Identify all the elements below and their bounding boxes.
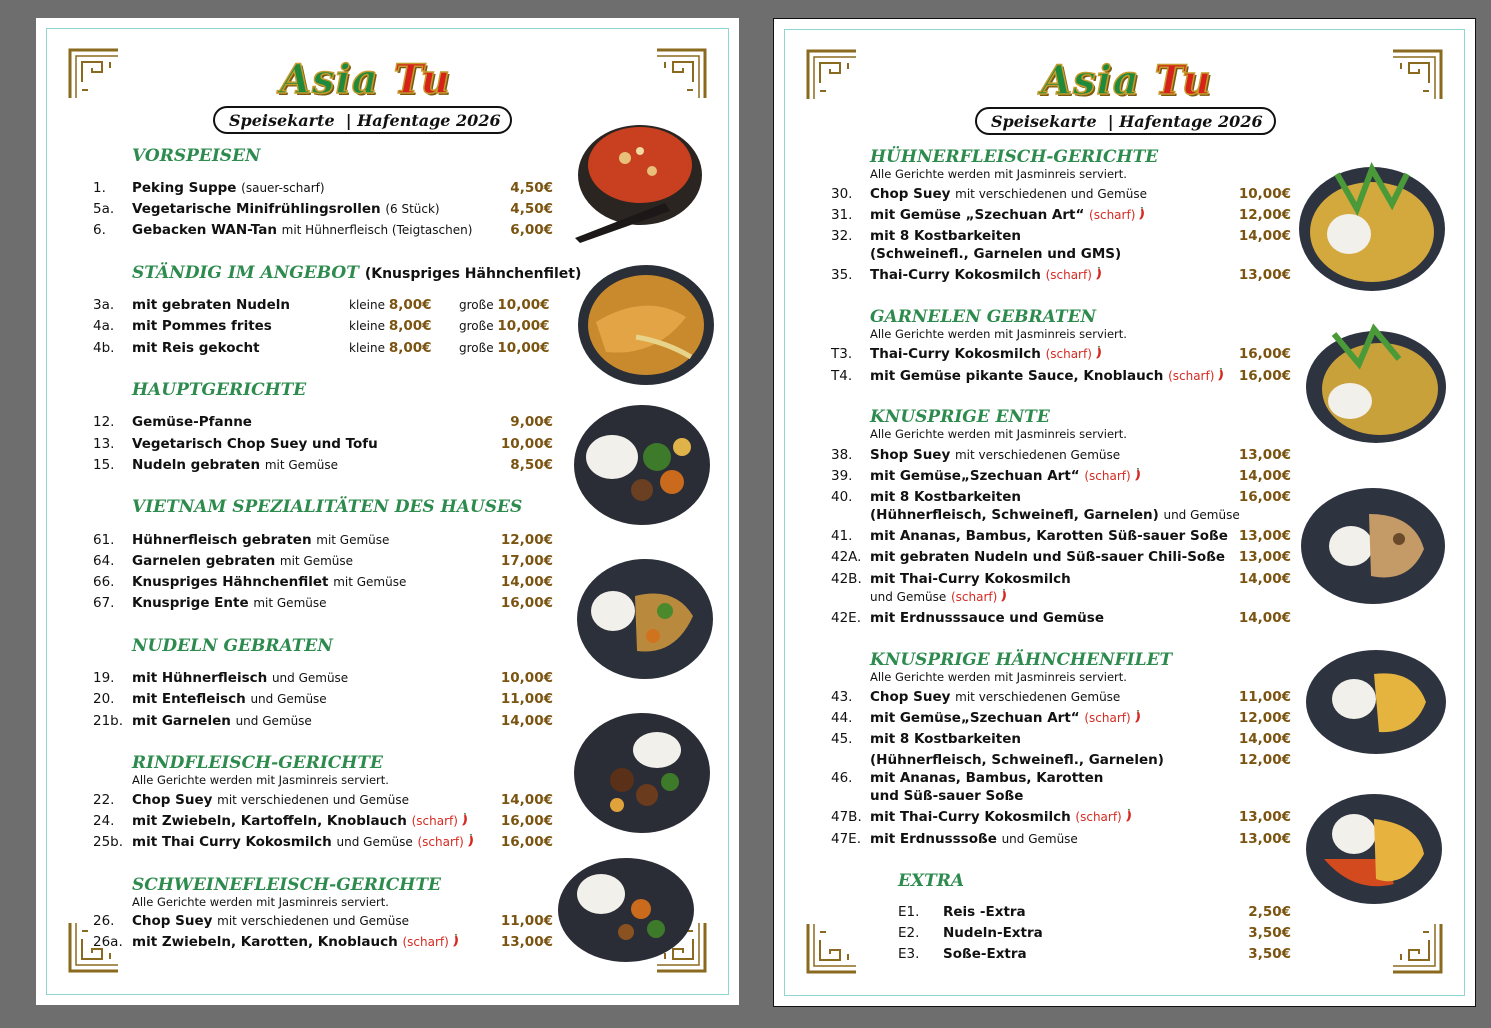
chili-icon [1217, 368, 1224, 381]
pork-dish-photo [556, 854, 696, 966]
corner-ornament-icon [806, 49, 858, 101]
menu-item: 12. Gemüse-Pfanne 9,00€ [93, 414, 553, 430]
section-title-vorspeisen: VORSPEISEN [132, 146, 261, 166]
menu-item: 4a. mit Pommes frites kleine 8,00€ große 10,00€ [93, 318, 550, 334]
menu-item: T3. Thai-Curry Kokosmilch (scharf) 16,00€ [831, 346, 1291, 362]
corner-ornament-icon [806, 922, 858, 974]
chili-icon [467, 834, 474, 847]
chili-icon [1095, 346, 1102, 359]
beef-dish-photo [572, 710, 712, 836]
menu-item: 45. mit 8 Kostbarkeiten 14,00€ [831, 731, 1291, 747]
menu-item: 15. Nudeln gebraten mit Gemüse 8,50€ [93, 457, 553, 473]
menu-subtitle: Speisekarte | Hafentage 2026 [975, 107, 1276, 135]
section-title-vietnam: VIETNAM SPEZIALITÄTEN DES HAUSES [132, 497, 523, 517]
menu-item: T4. mit Gemüse pikante Sauce, Knoblauch (scharf) 16,00€ [831, 368, 1291, 384]
corner-ornament-icon [1391, 922, 1443, 974]
section-title-knusprige-ente: KNUSPRIGE ENTE [870, 407, 1050, 427]
corner-ornament-icon [68, 48, 120, 100]
menu-item: 5a. Vegetarische Minifrühlingsrollen (6 Stück) 4,50€ [93, 201, 553, 217]
section-title-rindfleisch: RINDFLEISCH-GERICHTE [132, 753, 383, 773]
menu-item: 3a. mit gebraten Nudeln kleine 8,00€ große 10,00€ [93, 297, 550, 313]
menu-item: 47B. mit Thai-Curry Kokosmilch (scharf) 13,00€ [831, 809, 1291, 825]
brand-logo: Asia Tu [1041, 57, 1212, 104]
section-note: Alle Gerichte werden mit Jasminreis serviert. [870, 670, 1127, 684]
menu-item: 46. mit Ananas, Bambus, Karotten [831, 770, 1104, 786]
menu-item: 67. Knusprige Ente mit Gemüse 16,00€ [93, 595, 553, 611]
chili-icon [1000, 589, 1007, 602]
chicken-photo [576, 262, 716, 388]
menu-item: 66. Knuspriges Hähnchenfilet mit Gemüse 14,00€ [93, 574, 553, 590]
menu-item: 4b. mit Reis gekocht kleine 8,00€ große 10,00€ [93, 340, 550, 356]
menu-item: 42B. mit Thai-Curry Kokosmilch 14,00€ [831, 571, 1291, 587]
menu-item: 43. Chop Suey mit verschiedenen Gemüse 11,00€ [831, 689, 1291, 705]
menu-item: 61. Hühnerfleisch gebraten mit Gemüse 12,00€ [93, 532, 553, 548]
menu-item: 42A. mit gebraten Nudeln und Süß-sauer Chili-Soße 13,00€ [831, 549, 1291, 565]
menu-item: 13. Vegetarisch Chop Suey und Tofu 10,00€ [93, 436, 553, 452]
chili-icon [452, 934, 459, 947]
chili-icon [1125, 809, 1132, 822]
menu-item: 20. mit Entefleisch und Gemüse 11,00€ [93, 691, 553, 707]
section-title-hauptgerichte: HAUPTGERICHTE [132, 380, 307, 400]
menu-item: 1. Peking Suppe (sauer-scharf) 4,50€ [93, 180, 553, 196]
soup-photo [570, 113, 710, 243]
menu-item: 42E. mit Erdnusssauce und Gemüse 14,00€ [831, 610, 1291, 626]
menu-item: 6. Gebacken WAN-Tan mit Hühnerfleisch (Teigtaschen) 6,00€ [93, 222, 553, 238]
menu-item: 31. mit Gemüse „Szechuan Art“ (scharf) 12,00€ [831, 207, 1291, 223]
chili-icon [461, 813, 468, 826]
section-title-staendig: STÄNDIG IM ANGEBOT (Knuspriges Hähnchenfilet) [132, 263, 582, 283]
section-note: Alle Gerichte werden mit Jasminreis serviert. [870, 327, 1127, 341]
menu-item: E1. Reis -Extra 2,50€ [898, 904, 1291, 920]
section-title-garnelen: GARNELEN GEBRATEN [870, 307, 1097, 327]
menu-item: 41. mit Ananas, Bambus, Karotten Süß-sauer Soße 13,00€ [831, 528, 1291, 544]
chili-icon [1138, 207, 1145, 220]
menu-item: 26a. mit Zwiebeln, Karotten, Knoblauch (scharf) 13,00€ [93, 934, 553, 950]
menu-item-continuation: (Hühnerfleisch, Schweinefl., Garnelen) 12,00€ [870, 752, 1291, 768]
menu-item: E3. Soße-Extra 3,50€ [898, 946, 1291, 962]
section-note: Alle Gerichte werden mit Jasminreis serviert. [870, 167, 1127, 181]
chili-icon [1134, 468, 1141, 481]
vegetable-pan-photo [572, 402, 712, 528]
crispy-duck-photo [1299, 484, 1447, 609]
menu-page-right [773, 18, 1476, 1007]
brand-logo: Asia Tu [280, 56, 451, 103]
section-note: Alle Gerichte werden mit Jasminreis serviert. [870, 427, 1127, 441]
menu-item: 32. mit 8 Kostbarkeiten 14,00€ [831, 228, 1291, 244]
vietnam-dish-photo [575, 556, 715, 682]
section-title-knusprige-haehnchenfilet: KNUSPRIGE HÄHNCHENFILET [870, 650, 1173, 670]
menu-item-continuation: und Süß-sauer Soße [870, 788, 1024, 804]
chicken-curry-photo [1297, 154, 1447, 294]
menu-item: 25b. mit Thai Curry Kokosmilch und Gemüse (scharf) 16,00€ [93, 834, 553, 850]
menu-item: 19. mit Hühnerfleisch und Gemüse 10,00€ [93, 670, 553, 686]
chili-icon [1134, 710, 1141, 723]
menu-page-left [36, 18, 739, 1005]
menu-item: 64. Garnelen gebraten mit Gemüse 17,00€ [93, 553, 553, 569]
menu-item: 24. mit Zwiebeln, Kartoffeln, Knoblauch (scharf) 16,00€ [93, 813, 553, 829]
section-title-nudeln: NUDELN GEBRATEN [132, 636, 333, 656]
section-title-extra: EXTRA [898, 871, 965, 891]
menu-item: 35. Thai-Curry Kokosmilch (scharf) 13,00€ [831, 267, 1291, 283]
menu-item: 39. mit Gemüse„Szechuan Art“ (scharf) 14,00€ [831, 468, 1291, 484]
chili-icon [1095, 267, 1102, 280]
menu-item: 47E. mit Erdnusssoße und Gemüse 13,00€ [831, 831, 1291, 847]
menu-item: 44. mit Gemüse„Szechuan Art“ (scharf) 12,00€ [831, 710, 1291, 726]
menu-item: 38. Shop Suey mit verschiedenen Gemüse 13,00€ [831, 447, 1291, 463]
sweet-sour-chicken-photo [1304, 789, 1444, 907]
menu-item: 21b. mit Garnelen und Gemüse 14,00€ [93, 713, 553, 729]
corner-ornament-icon [655, 48, 707, 100]
menu-item: 22. Chop Suey mit verschiedenen und Gemüse 14,00€ [93, 792, 553, 808]
shrimp-curry-photo [1304, 319, 1449, 447]
section-note: Alle Gerichte werden mit Jasminreis serviert. [132, 773, 389, 787]
corner-ornament-icon [1391, 49, 1443, 101]
section-note: Alle Gerichte werden mit Jasminreis serviert. [132, 895, 389, 909]
menu-item: E2. Nudeln-Extra 3,50€ [898, 925, 1291, 941]
menu-item: 40. mit 8 Kostbarkeiten 16,00€ [831, 489, 1291, 505]
menu-item-continuation: (Schweinefl., Garnelen und GMS) [870, 246, 1122, 262]
menu-subtitle: Speisekarte | Hafentage 2026 [213, 106, 512, 134]
menu-item-continuation: und Gemüse (scharf) [870, 589, 1007, 605]
section-title-huehnerfleisch: HÜHNERFLEISCH-GERICHTE [870, 147, 1159, 167]
menu-item-continuation: (Hühnerfleisch, Schweinefl, Garnelen) und Gemüse [870, 507, 1240, 523]
crispy-chicken-photo [1304, 644, 1449, 759]
section-title-schweinefleisch: SCHWEINEFLEISCH-GERICHTE [132, 875, 441, 895]
menu-item: 26. Chop Suey mit verschiedenen und Gemüse 11,00€ [93, 913, 553, 929]
menu-item: 30. Chop Suey mit verschiedenen und Gemüse 10,00€ [831, 186, 1291, 202]
